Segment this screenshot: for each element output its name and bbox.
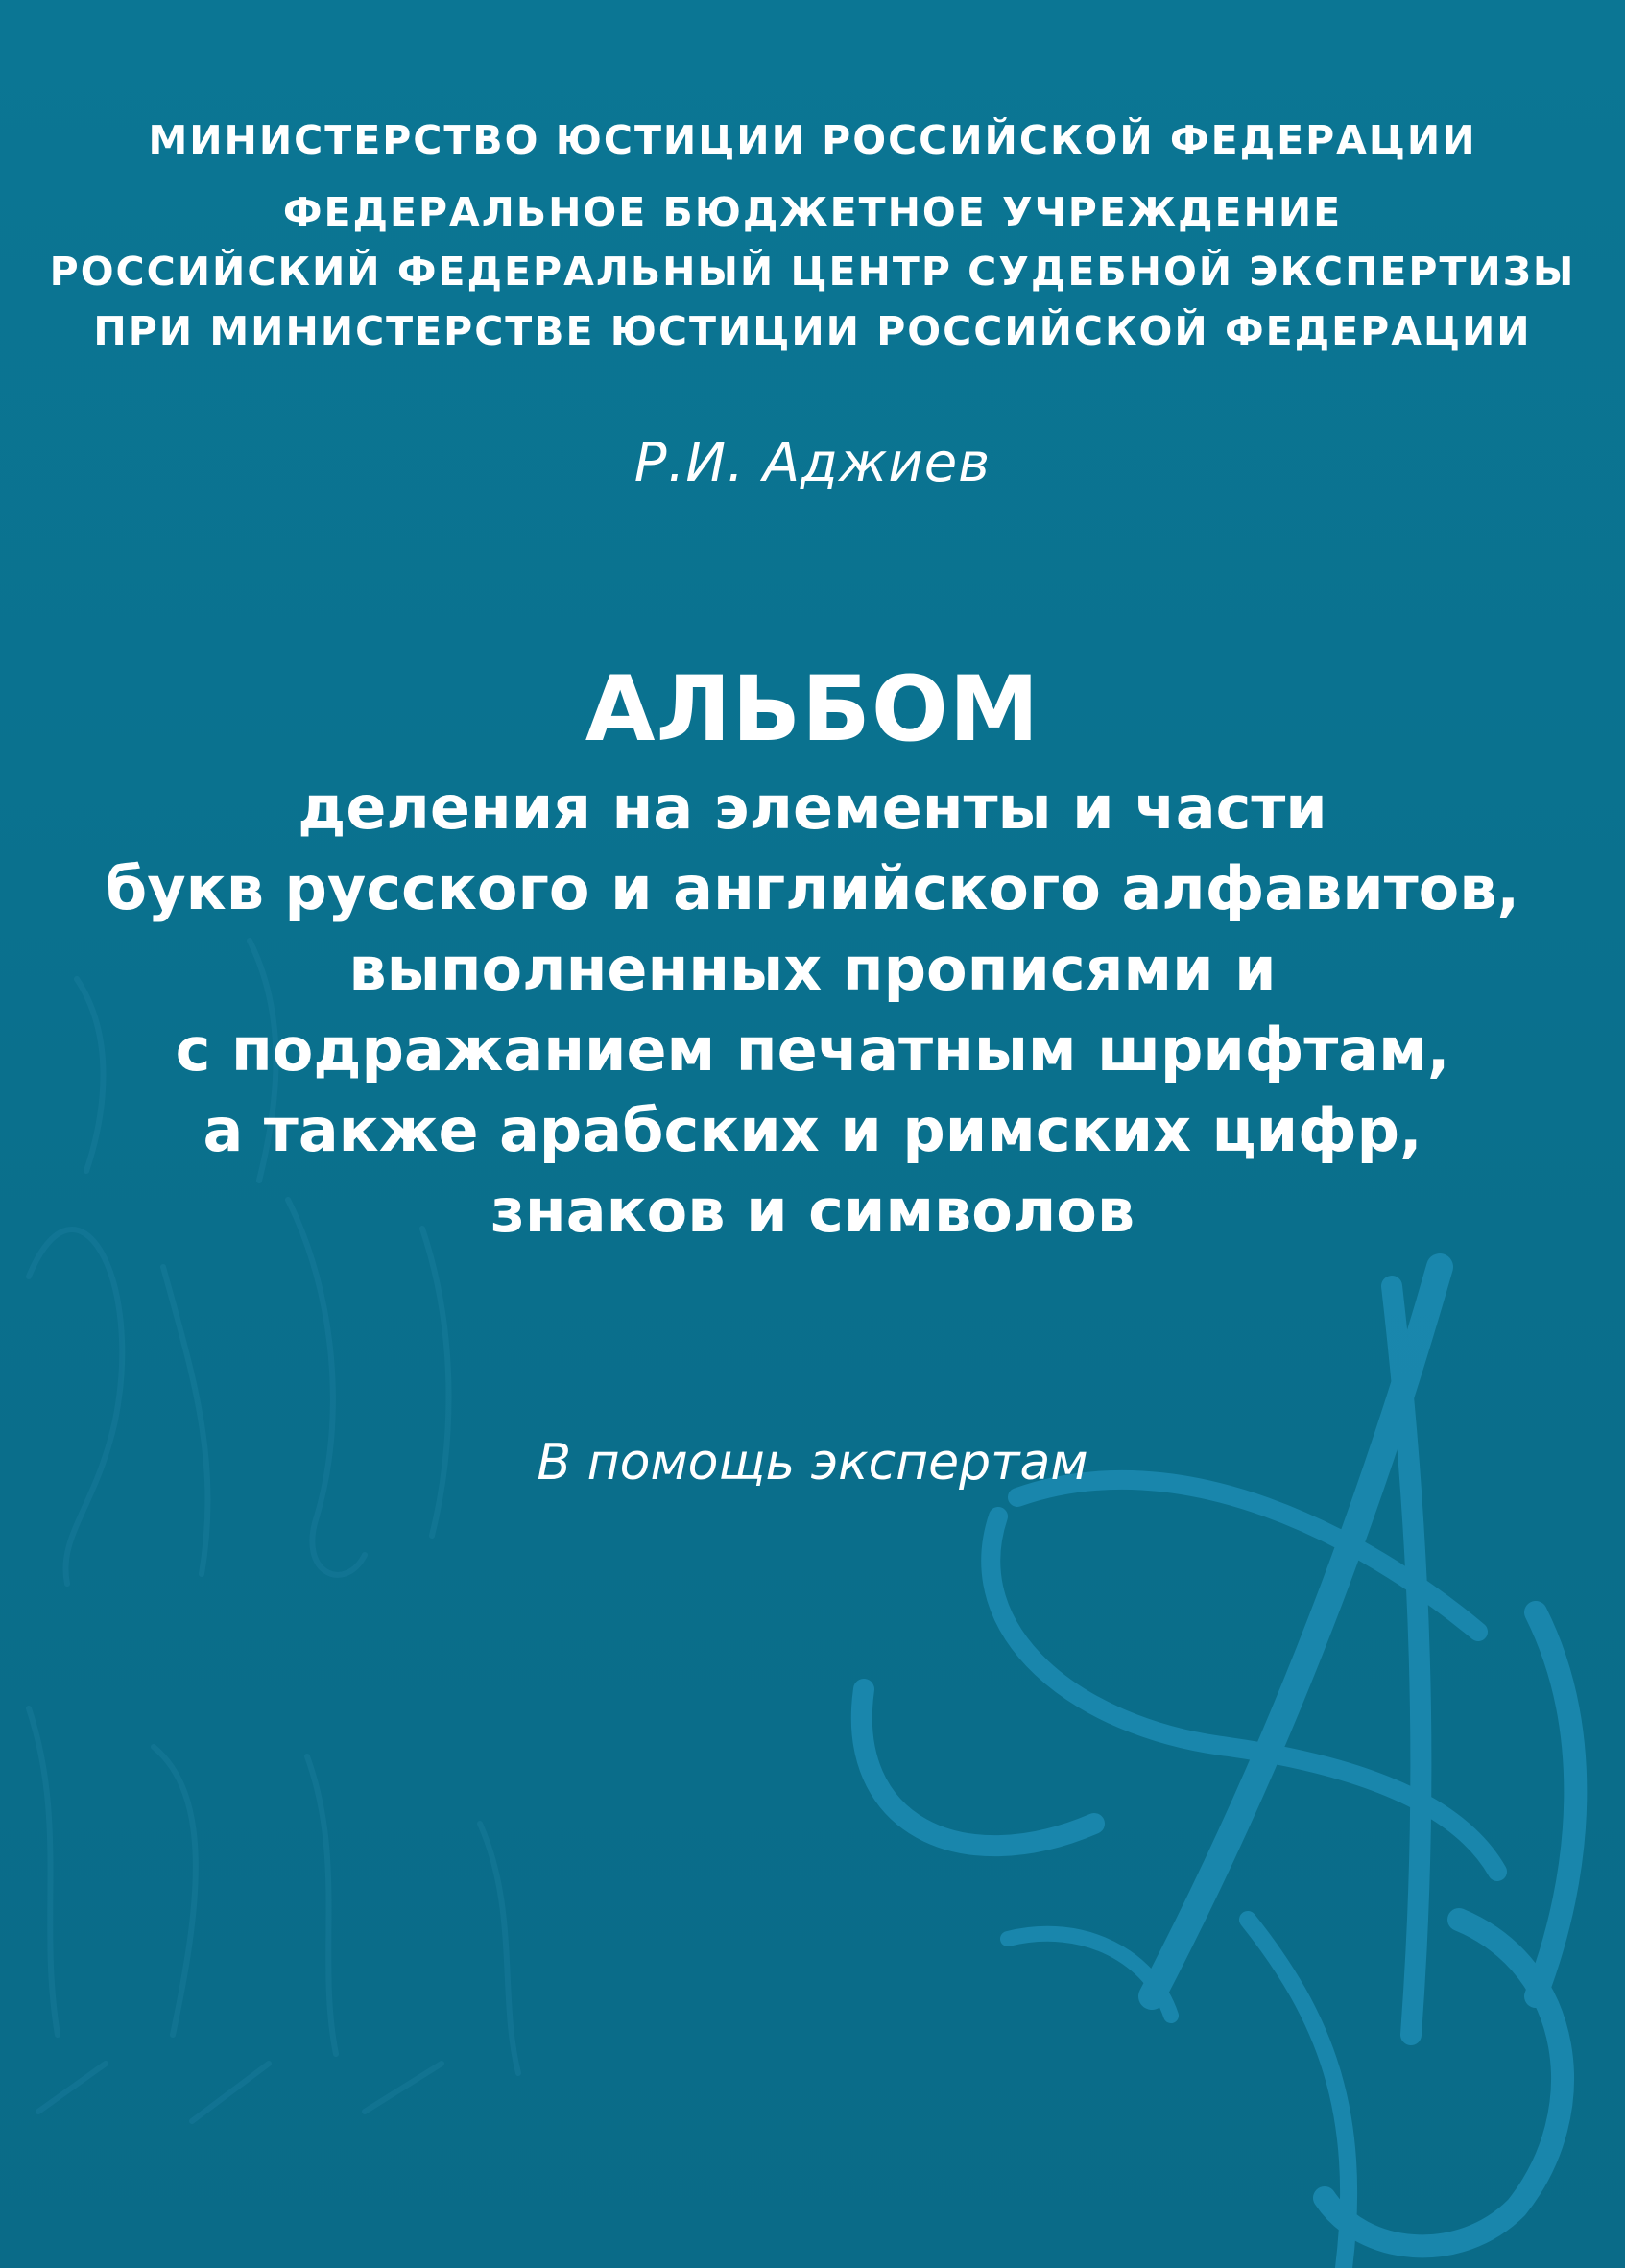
tagline: В помощь экспертам [537,1434,1088,1492]
ministry-header [0,110,1625,170]
institution-line: РОССИЙСКИЙ ФЕДЕРАЛЬНЫЙ ЦЕНТР СУДЕБНОЙ ЭКСПЕРТИЗЫ [49,249,1576,295]
book-subtitle [0,768,1625,1252]
institution-line: ФЕДЕРАЛЬНОЕ БЮДЖЕТНОЕ УЧРЕЖДЕНИЕ [282,189,1343,235]
subtitle-line: букв русского и английского алфавитов, [105,853,1520,923]
author-name: Р.И. Аджиев [633,432,992,494]
subtitle-line: с подражанием печатным шрифтам, [175,1015,1450,1085]
subtitle-line: знаков и символов [490,1176,1135,1246]
subtitle-line: а также арабских и римских цифр, [203,1095,1422,1165]
book-title: АЛЬБОМ [585,657,1040,762]
ministry-name: МИНИСТЕРСТВО ЮСТИЦИИ РОССИЙСКОЙ ФЕДЕРАЦИИ [148,117,1477,163]
institution-line: ПРИ МИНИСТЕРСТВЕ ЮСТИЦИИ РОССИЙСКОЙ ФЕДЕРАЦИИ [93,308,1532,354]
subtitle-line: деления на элементы и части [298,773,1327,843]
subtitle-line: выполненных прописями и [348,934,1277,1004]
institution-header [0,182,1625,361]
